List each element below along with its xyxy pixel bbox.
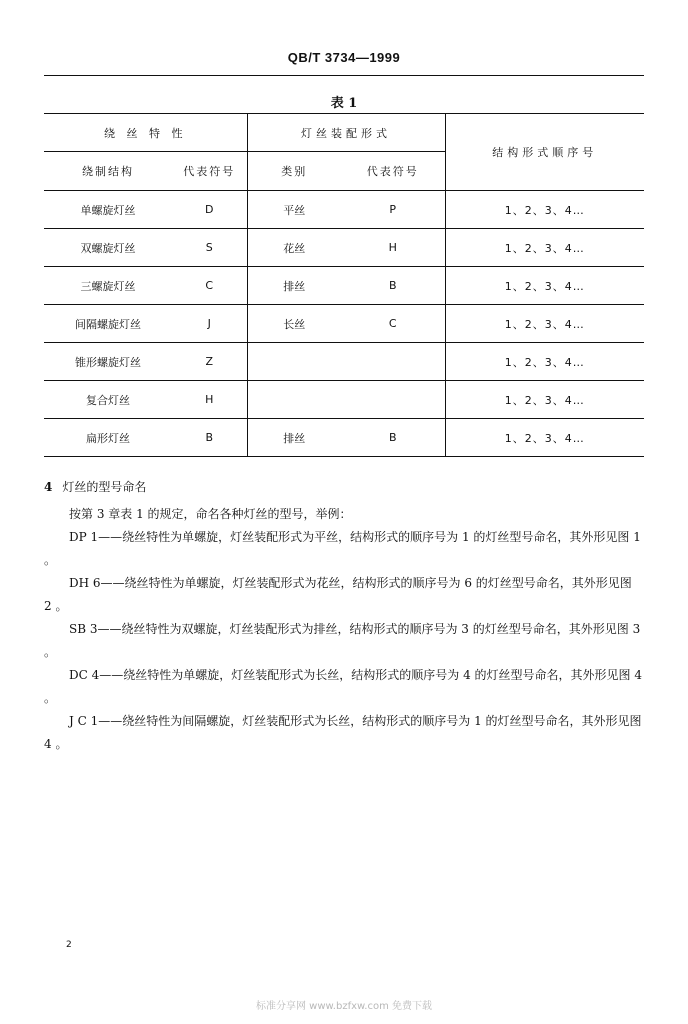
cell-structure: 间隔螺旋灯丝 bbox=[44, 305, 172, 343]
cell-sequence: 1、2、3、4… bbox=[445, 229, 644, 267]
cell-sequence: 1、2、3、4… bbox=[445, 267, 644, 305]
cell-code: B bbox=[172, 419, 247, 457]
paragraph: DP 1——绕丝特性为单螺旋，灯丝装配形式为平丝，结构形式的顺序号为 1 的灯丝型号命名，其外形见图 1 。 bbox=[44, 530, 641, 567]
table-row bbox=[44, 343, 644, 381]
paragraph: 按第 3 章表 1 的规定，命名各种灯丝的型号，举例： bbox=[69, 507, 352, 521]
watermark: 标准分享网 www.bzfxw.com 免费下载 bbox=[256, 1001, 432, 1012]
cell-structure: 锥形螺旋灯丝 bbox=[44, 343, 172, 381]
cell-category bbox=[247, 381, 341, 419]
cell-code: J bbox=[172, 305, 247, 343]
cell-sequence: 1、2、3、4… bbox=[445, 419, 644, 457]
header-winding-characteristics: 绕 丝 特 性 bbox=[44, 114, 247, 152]
header-category-code: 代表符号 bbox=[341, 152, 445, 191]
cell-structure: 三螺旋灯丝 bbox=[44, 267, 172, 305]
standard-number-header: QB/T 3734—1999 bbox=[287, 50, 401, 65]
table-row bbox=[44, 191, 644, 229]
paragraph: DH 6——绕丝特性为单螺旋，灯丝装配形式为花丝，结构形式的顺序号为 6 的灯丝型号命名，其外形见图 2 。 bbox=[44, 576, 632, 613]
cell-code: H bbox=[172, 381, 247, 419]
cell-sequence: 1、2、3、4… bbox=[445, 191, 644, 229]
header-winding-structure: 绕制结构 bbox=[44, 152, 172, 191]
cell-structure: 单螺旋灯丝 bbox=[44, 191, 172, 229]
table-row bbox=[44, 419, 644, 457]
cell-category-code bbox=[341, 381, 445, 419]
cell-category bbox=[247, 343, 341, 381]
section-title: 灯丝的型号命名 bbox=[62, 480, 147, 494]
cell-category-code: C bbox=[341, 305, 445, 343]
header-assembly-form: 灯丝装配形式 bbox=[247, 114, 445, 152]
cell-structure: 双螺旋灯丝 bbox=[44, 229, 172, 267]
table-row bbox=[44, 229, 644, 267]
cell-category-code: P bbox=[341, 191, 445, 229]
filament-code-table bbox=[44, 113, 644, 457]
cell-category: 排丝 bbox=[247, 267, 341, 305]
section-body bbox=[44, 503, 642, 756]
cell-category-code: B bbox=[341, 419, 445, 457]
cell-category-code: B bbox=[341, 267, 445, 305]
cell-category-code: H bbox=[341, 229, 445, 267]
section-heading bbox=[44, 478, 146, 495]
cell-category: 花丝 bbox=[247, 229, 341, 267]
cell-code: D bbox=[172, 191, 247, 229]
cell-structure: 扁形灯丝 bbox=[44, 419, 172, 457]
paragraph: DC 4——绕丝特性为单螺旋，灯丝装配形式为长丝，结构形式的顺序号为 4 的灯丝型号命名，其外形见图 4 。 bbox=[44, 668, 642, 705]
cell-sequence: 1、2、3、4… bbox=[445, 343, 644, 381]
cell-code: Z bbox=[172, 343, 247, 381]
cell-sequence: 1、2、3、4… bbox=[445, 305, 644, 343]
header-sequence-number: 结构形式顺序号 bbox=[445, 114, 644, 191]
cell-code: S bbox=[172, 229, 247, 267]
table-row bbox=[44, 305, 644, 343]
page-number: 2 bbox=[66, 940, 72, 950]
cell-sequence: 1、2、3、4… bbox=[445, 381, 644, 419]
table-row bbox=[44, 381, 644, 419]
paragraph: J C 1——绕丝特性为间隔螺旋，灯丝装配形式为长丝，结构形式的顺序号为 1 的灯丝型号命名，其外形见图 4 。 bbox=[44, 714, 642, 751]
paragraph: SB 3——绕丝特性为双螺旋，灯丝装配形式为排丝，结构形式的顺序号为 3 的灯丝型号命名，其外形见图 3 。 bbox=[44, 622, 641, 659]
header-winding-code: 代表符号 bbox=[172, 152, 247, 191]
cell-structure: 复合灯丝 bbox=[44, 381, 172, 419]
table-caption: 表 1 bbox=[330, 96, 358, 111]
table-row bbox=[44, 267, 644, 305]
cell-code: C bbox=[172, 267, 247, 305]
section-number: 4 bbox=[44, 480, 53, 494]
header-rule bbox=[44, 75, 644, 76]
cell-category: 平丝 bbox=[247, 191, 341, 229]
cell-category-code bbox=[341, 343, 445, 381]
header-category: 类别 bbox=[247, 152, 341, 191]
cell-category: 长丝 bbox=[247, 305, 341, 343]
cell-category: 排丝 bbox=[247, 419, 341, 457]
